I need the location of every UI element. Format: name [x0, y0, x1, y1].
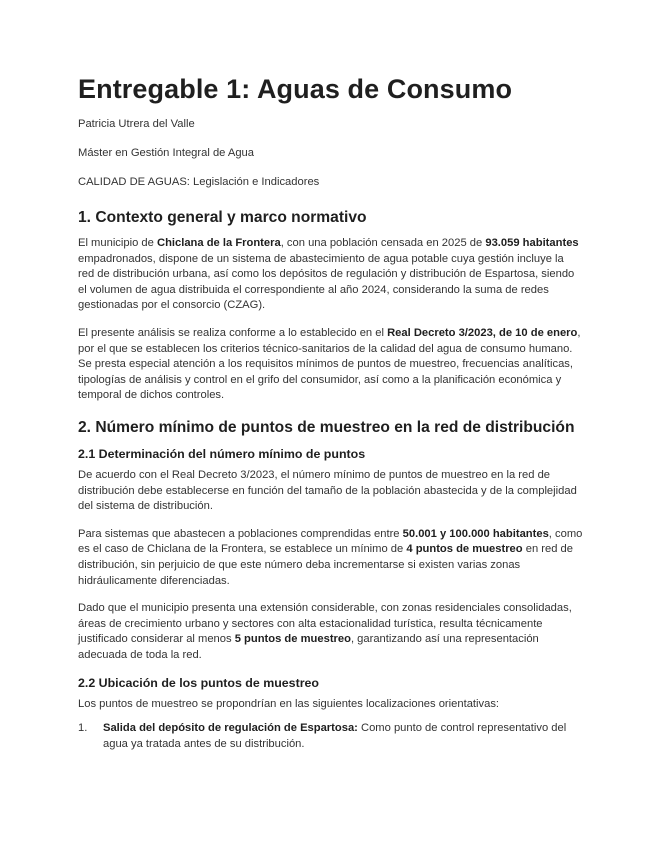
section-1-heading: 1. Contexto general y marco normativo: [78, 209, 367, 226]
population-count: 93.059 habitantes: [485, 237, 579, 249]
municipality-name: Chiclana de la Frontera: [156, 237, 281, 249]
subsection-2-2-intro: Los puntos de muestreo se propondrían en las siguientes localizaciones orientativas:: [78, 698, 500, 711]
list-item-description: Como punto de control representativo del agua ya tratada antes de su distribución.: [103, 722, 567, 750]
subsection-2-1-paragraph-3: [78, 601, 583, 663]
decree-reference: Real Decreto 3/2023, de 10 de enero: [387, 326, 578, 339]
population-range: 50.001 y 100.000 habitantes: [402, 527, 549, 540]
text-run: , por el que se establecen los criterios técnico-sanitarios de la calidad del agua de consumo humano. Se presta especial atención a los requisitos mínimos de puntos de muestreo, frecuencias analíticas, tipologías de análisis y control en el grifo del consumidor, así como a la planificación económica y temporal de dichos controles.: [78, 326, 581, 402]
subsection-2-1-paragraph-2: [78, 527, 583, 589]
text-run: , como es el caso de Chiclana de la Frontera, se establece un mínimo de: [78, 527, 583, 556]
list-item-title: Salida del depósito de regulación de Espartosa:: [103, 722, 358, 735]
course-line: CALIDAD DE AGUAS: Legislación e Indicadores: [78, 176, 320, 188]
list-item-number: 1.: [78, 722, 88, 735]
text-run: El presente análisis se realiza conforme a lo establecido en el: [78, 326, 388, 339]
program-line: Máster en Gestión Integral de Agua: [78, 147, 255, 159]
subsection-2-2-heading: 2.2 Ubicación de los puntos de muestreo: [78, 676, 319, 691]
text-run: , garantizando así una representación adecuada de toda la red.: [78, 633, 539, 661]
list-item: [78, 721, 583, 752]
subsection-2-1-heading: 2.1 Determinación del número mínimo de puntos: [78, 446, 366, 461]
minimum-points: 4 puntos de muestreo: [406, 543, 523, 556]
proposed-points: 5 puntos de muestreo: [234, 633, 351, 646]
sampling-points-list: [78, 721, 583, 752]
section-1-paragraph-1: [78, 236, 583, 314]
list-item-text: [103, 721, 583, 752]
text-run: , con una población censada en 2025 de: [280, 237, 486, 249]
text-run: empadronados, dispone de un sistema de abastecimiento de agua potable cuya gestión incluye la red de distribución urbana, así como los depósitos de regulación y distribución de Espartosa, siendo el volumen de agua distribuida el correspondiente al año 2024, considerando la suma de redes gestionadas por el consorcio (CZAG).: [78, 252, 575, 312]
text-run: en red de distribución, sin perjuicio de que este número deba incrementarse si existen varias zonas hidráulicamente diferenciadas.: [78, 543, 573, 587]
document-body: [78, 74, 583, 752]
text-run: Dado que el municipio presenta una extensión considerable, con zonas residenciales consolidadas, áreas de crecimiento urbano y sectores con alta estacionalidad turística, resulta técnicamente justificado considerar al menos: [78, 602, 572, 646]
document-title: Entregable 1: Aguas de Consumo: [78, 74, 513, 104]
section-2-heading: 2. Número mínimo de puntos de muestreo en la red de distribución: [78, 418, 575, 436]
author-line: Patricia Utrera del Valle: [78, 118, 195, 130]
section-1-paragraph-2: [78, 326, 583, 404]
text-run: Para sistemas que abastecen a poblaciones comprendidas entre: [78, 527, 403, 540]
subsection-2-1-paragraph-1: De acuerdo con el Real Decreto 3/2023, el número mínimo de puntos de muestreo en la red de distribución debe establecerse en función del tamaño de la población abastecida y de la complejidad del sistema de distribución.: [78, 468, 577, 513]
text-run: El municipio de: [78, 237, 157, 249]
